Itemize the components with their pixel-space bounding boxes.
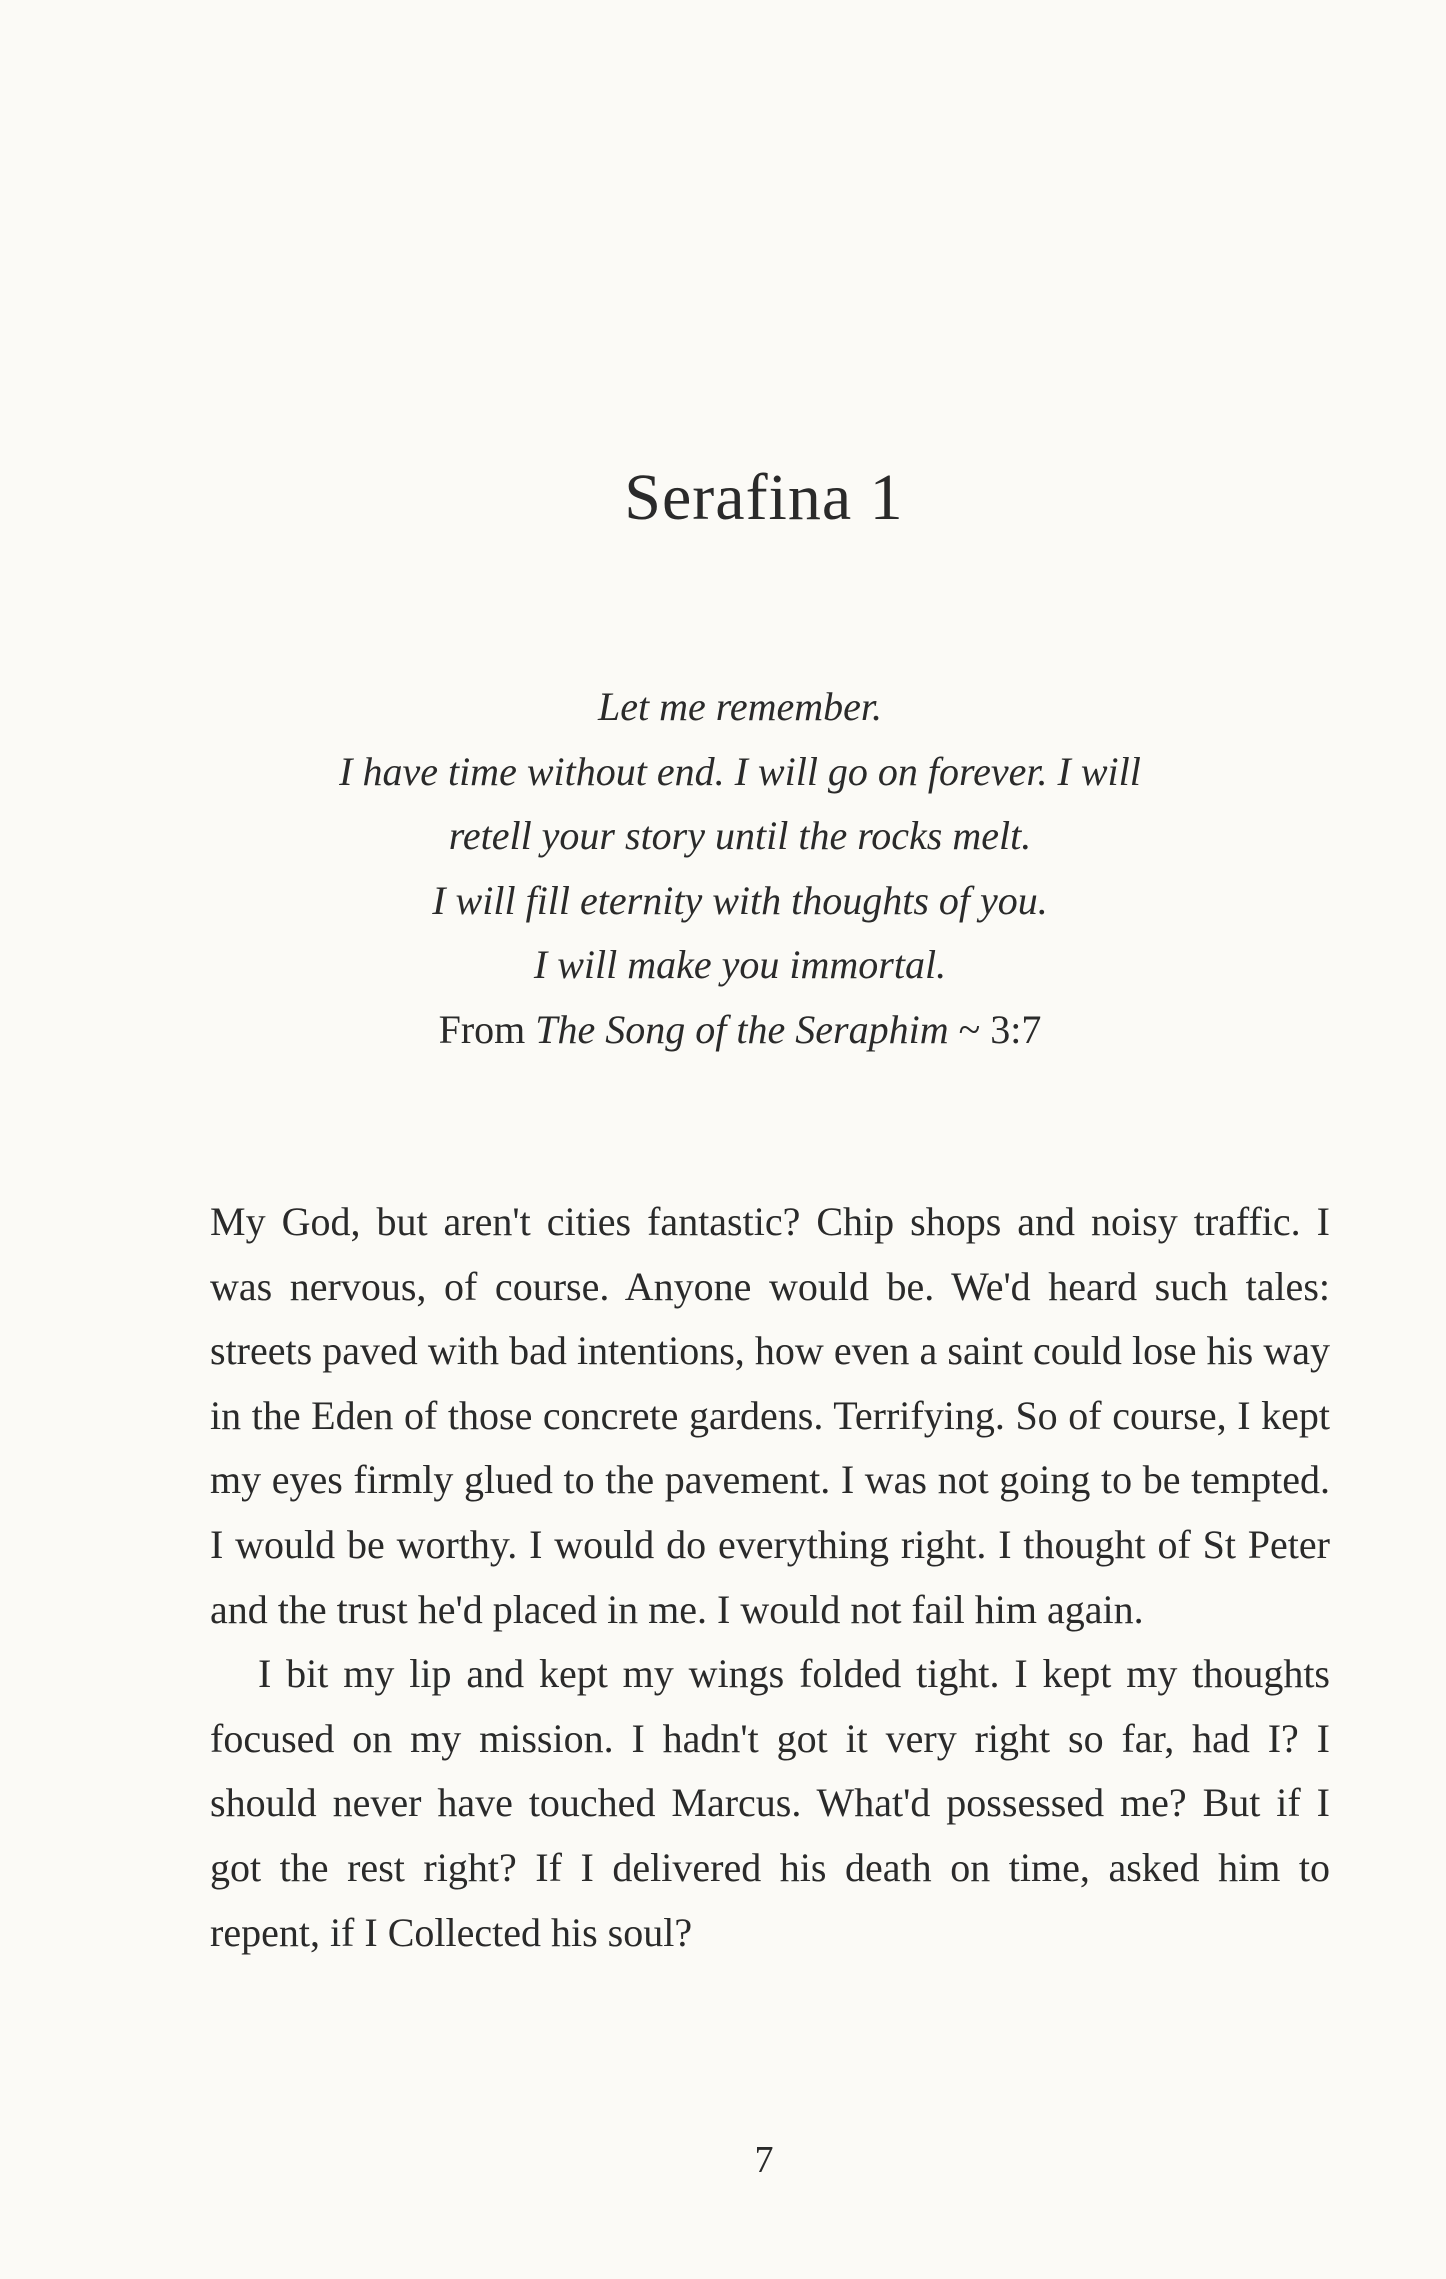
epigraph-source-prefix: From xyxy=(438,1006,536,1052)
epigraph xyxy=(210,675,1270,1063)
epigraph-line: retell your story until the rocks melt. xyxy=(448,813,1032,859)
epigraph-line: I will fill eternity with thoughts of you. xyxy=(432,877,1048,923)
epigraph-source-suffix: ~ 3:7 xyxy=(948,1006,1042,1052)
epigraph-source xyxy=(210,998,1270,1063)
chapter-body xyxy=(210,1190,1330,1965)
body-paragraph: My God, but aren't cities fantastic? Chip shops and noisy traffic. I was nervous, of course. Anyone would be. We'd heard such tales: streets paved with bad intentions, how even a saint could lose his way in the Eden of those concrete gardens. Terrifying. So of course, I kept my eyes firmly glued to the pavement. I was not going to be tempted. I would be worthy. I would do everything right. I thought of St Peter and the trust he'd placed in me. I would not fail him again. xyxy=(210,1199,1330,1632)
epigraph-line: I have time without end. I will go on forever. I will xyxy=(339,748,1141,794)
epigraph-source-work: The Song of the Seraphim xyxy=(535,1006,949,1052)
body-paragraph: I bit my lip and kept my wings folded tight. I kept my thoughts focused on my mission. I hadn't got it very right so far, had I? I should never have touched Marcus. What'd possessed me? But if I got the rest right? If I delivered his death on time, asked him to repent, if I Collected his soul? xyxy=(210,1651,1330,1955)
page-number: 7 xyxy=(754,2139,774,2181)
epigraph-line: Let me remember. xyxy=(597,684,882,729)
epigraph-line: I will make you immortal. xyxy=(533,942,947,988)
chapter-title: Serafina 1 xyxy=(624,461,904,534)
